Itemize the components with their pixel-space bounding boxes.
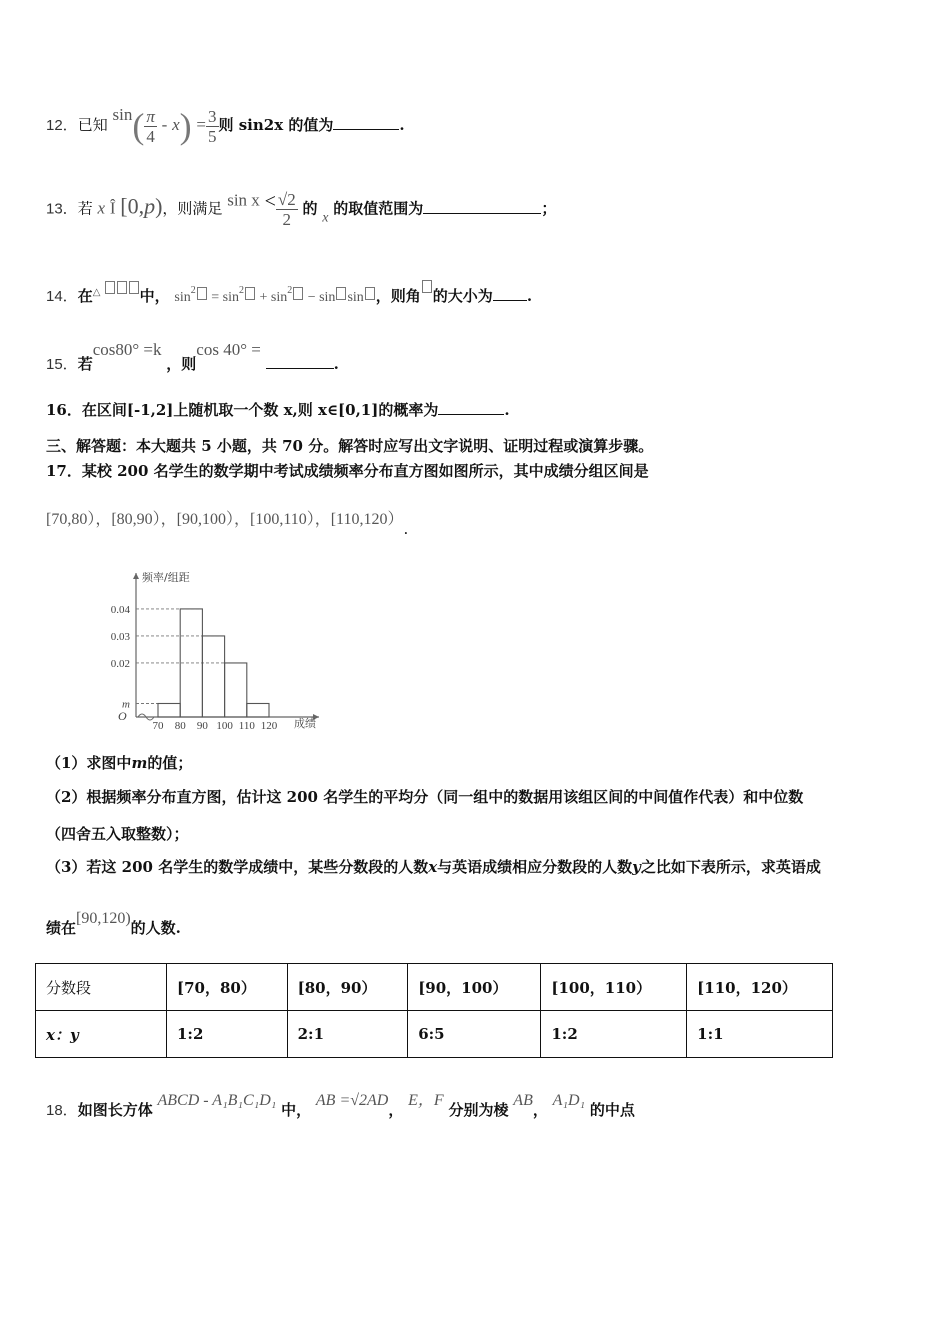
q13-interval: [0,p) [120, 193, 163, 219]
q13-mid: ，则满足 [162, 199, 223, 218]
question-14: 14．在△ 中， $\sin^2 = \sin^2 + \sin^2 - \sin \sin$ ，则角 的大小为 . [46, 280, 532, 308]
table-cell: [90，100） [408, 964, 541, 1011]
table-cell: 1:2 [541, 1011, 687, 1058]
q15-target: cos 40° = [196, 340, 261, 359]
x-tick-label: 120 [260, 720, 278, 732]
table-cell: [80，90） [287, 964, 408, 1011]
q17-intervals: [70,80），[80,90），[90,100），[100,110），[110,120）. [46, 511, 409, 538]
question-18: 18．如图长方体 ABCD - A₁B₁C₁D₁ 中， AB =√2AD， E，F 分别为棱 AB， A₁D₁ 的中点 [46, 1092, 635, 1119]
q12-sin: sin [112, 105, 133, 124]
histogram-bar [158, 703, 180, 717]
q15-number: 15． [46, 356, 78, 373]
table-cell: 1:2 [167, 1011, 288, 1058]
x-tick-label: 100 [216, 720, 233, 732]
table-header-row [36, 964, 833, 1011]
q17-part2-line1: （2）根据频率分布直方图，估计这 200 名学生的平均分（同一组中的数据用该组区间的中间值作代表）和中位数 [46, 788, 804, 806]
q18-condition: AB =√2AD [315, 1092, 389, 1109]
q12-answer-blank [333, 115, 399, 130]
q17-part3-line2: 绩在[90,120)的人数. [46, 910, 181, 937]
q14-prefix: 在 [77, 287, 93, 305]
table-row [36, 1011, 833, 1058]
y-tick-label: 0.02 [110, 657, 130, 670]
y-axis-arrow [133, 573, 139, 579]
table-cell: 1:1 [687, 1011, 833, 1058]
q13-prefix: 若 [77, 199, 93, 218]
x-tick-label: 80 [174, 720, 186, 732]
origin-label: O [118, 709, 127, 723]
q13-answer-blank [423, 199, 541, 214]
x-tick-label: 90 [196, 720, 208, 732]
histogram-bar [247, 703, 269, 717]
q13-sinx: sin x [227, 190, 260, 210]
q12-prefix: 已知 [77, 116, 108, 134]
q13-suffix: 的取值范围为 [333, 199, 424, 218]
q13-number: 13． [46, 200, 78, 218]
q14-angle-box [422, 280, 432, 293]
question-15: 15．若cos80° =k ，则cos 40° = . [46, 340, 339, 373]
y-axis-label: 频率/组距 [142, 571, 190, 584]
x-tick-label: 110 [238, 720, 255, 732]
q17-part3-line1: （3）若这 200 名学生的数学成绩中，某些分数段的人数x与英语成绩相应分数段的人数y之比如下表所示，求英语成 [46, 858, 821, 876]
q12-minus: - [161, 115, 168, 134]
q18-solid: ABCD - A₁B₁C₁D₁ [157, 1092, 277, 1109]
question-16: 16．在区间[-1,2]上随机取一个数 x,则 x∈[0,1]的概率为 . [46, 401, 510, 419]
q14-answer-blank [493, 286, 527, 301]
y-tick-label: m [122, 698, 130, 711]
question-13: 13．若 x Î [0,p)，则满足 sin x < $\frac{√2}{2}$ 的 x 的取值范围为 ； [46, 190, 557, 229]
q12-x: x [172, 115, 180, 134]
table-cell: 2:1 [287, 1011, 408, 1058]
q14-triangle: △ [93, 287, 140, 298]
q12-suffix: 则 sin2x 的值为 [218, 116, 334, 134]
table-cell: 分数段 [36, 964, 167, 1011]
table-cell: [110，120） [687, 964, 833, 1011]
q17-part1: （1）求图中m的值； [46, 754, 193, 772]
table-cell: x：y [36, 1011, 167, 1058]
y-tick-label: 0.04 [110, 603, 130, 616]
q15-answer-blank [266, 354, 334, 369]
q12-eq: = [196, 115, 207, 134]
section-3-heading: 三、解答题：本大题共 5 小题，共 70 分。解答时应写出文字说明、证明过程或演算步骤。 [46, 437, 654, 455]
q16-answer-blank [438, 400, 504, 415]
table-cell: [70，80） [167, 964, 288, 1011]
q14-equation: $\sin^2 = \sin^2 + \sin^2 - \sin \sin$ [174, 290, 375, 305]
question-12: 12．已知 sin( $\frac{\pi}{4}$ - x) = $\frac{3}{5}$ 则 sin2x 的值为 . [46, 105, 405, 146]
histogram-bar [225, 663, 247, 717]
histogram-bar [202, 636, 224, 717]
x-tick-label: 70 [152, 720, 164, 732]
x-axis-label: 成绩 [294, 717, 316, 730]
q12-pi-over-4: $\frac{\pi}{4}$ [146, 106, 155, 146]
ratio-table [35, 963, 833, 1058]
q12-three-fifths: $\frac{3}{5}$ [208, 106, 217, 146]
q14-number: 14． [46, 288, 78, 305]
y-tick-label: 0.03 [110, 630, 130, 643]
table-cell: [100，110） [541, 964, 687, 1011]
q12-number: 12． [46, 117, 78, 134]
q13-sqrt2-over-2: $\frac{√2}{2}$ [277, 190, 296, 229]
question-17-stem: 17．某校 200 名学生的数学期中考试成绩频率分布直方图如图所示，其中成绩分组区间是 [46, 462, 649, 480]
q17-part2-line2: （四舍五入取整数）； [46, 825, 189, 843]
frequency-histogram [94, 565, 334, 733]
table-cell: 6:5 [408, 1011, 541, 1058]
q15-condition: cos80° =k [92, 340, 162, 359]
